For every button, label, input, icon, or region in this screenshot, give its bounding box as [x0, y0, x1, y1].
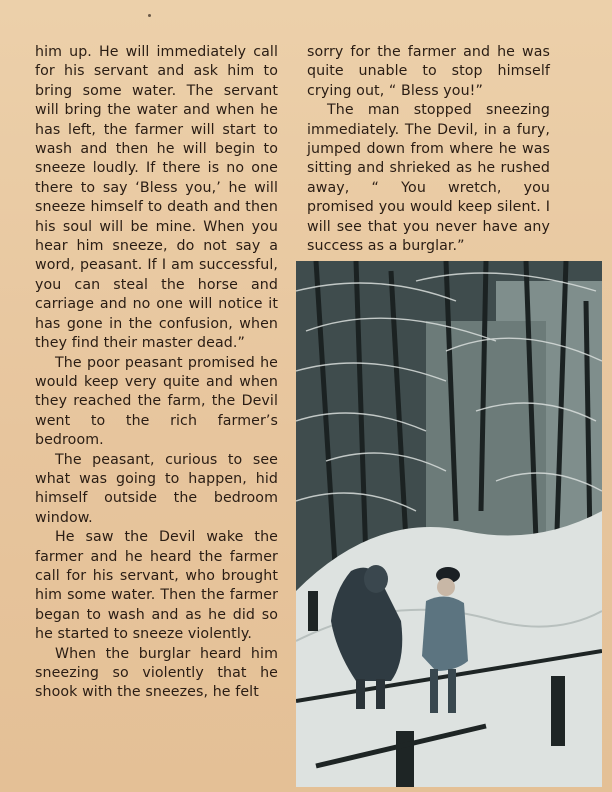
- paragraph: When the burglar heard him sneezing so violently that he shook with the sneezes, he felt: [35, 645, 278, 701]
- right-text-column: [307, 43, 550, 256]
- paragraph: He saw the Devil wake the farmer and he heard the farmer call for his servant, who brought him some water. Then the farmer began to wash and as he did so he started to sneeze violently.: [35, 529, 278, 643]
- illustration-art: [296, 261, 602, 787]
- paper-speck: [148, 14, 151, 17]
- snowy-forest-illustration: [296, 261, 602, 787]
- paragraph: The man stopped sneezing immediately. The Devil, in a fury, jumped down from where he was sitting and shrieked as he rushed away, “ You wretch, you promised you would keep silent. I will see that you never have any success as a burglar.”: [307, 102, 550, 255]
- paragraph: The peasant, curious to see what was going to happen, hid himself outside the bedroom window.: [35, 451, 278, 526]
- paragraph: sorry for the farmer and he was quite unable to stop himself crying out, “ Bless you!”: [307, 44, 550, 99]
- paragraph: The poor peasant promised he would keep very quite and when they reached the farm, the Devil went to the rich farmer’s bedroom.: [35, 354, 278, 449]
- paragraph: him up. He will immediately call for his servant and ask him to bring some water. The servant will bring the water and when he has left, the farmer will start to wash and then he will begin to sneeze loudly. If there is no one there to say ‘Bless you,’ he will sneeze himself to death and then his soul will be mine. When you hear him sneeze, do not say a word, peasant. If I am successful, you can steal the horse and carriage and no one will notice it has gone in the confusion, when they find their master dead.”: [35, 44, 278, 352]
- left-text-column: [35, 43, 278, 703]
